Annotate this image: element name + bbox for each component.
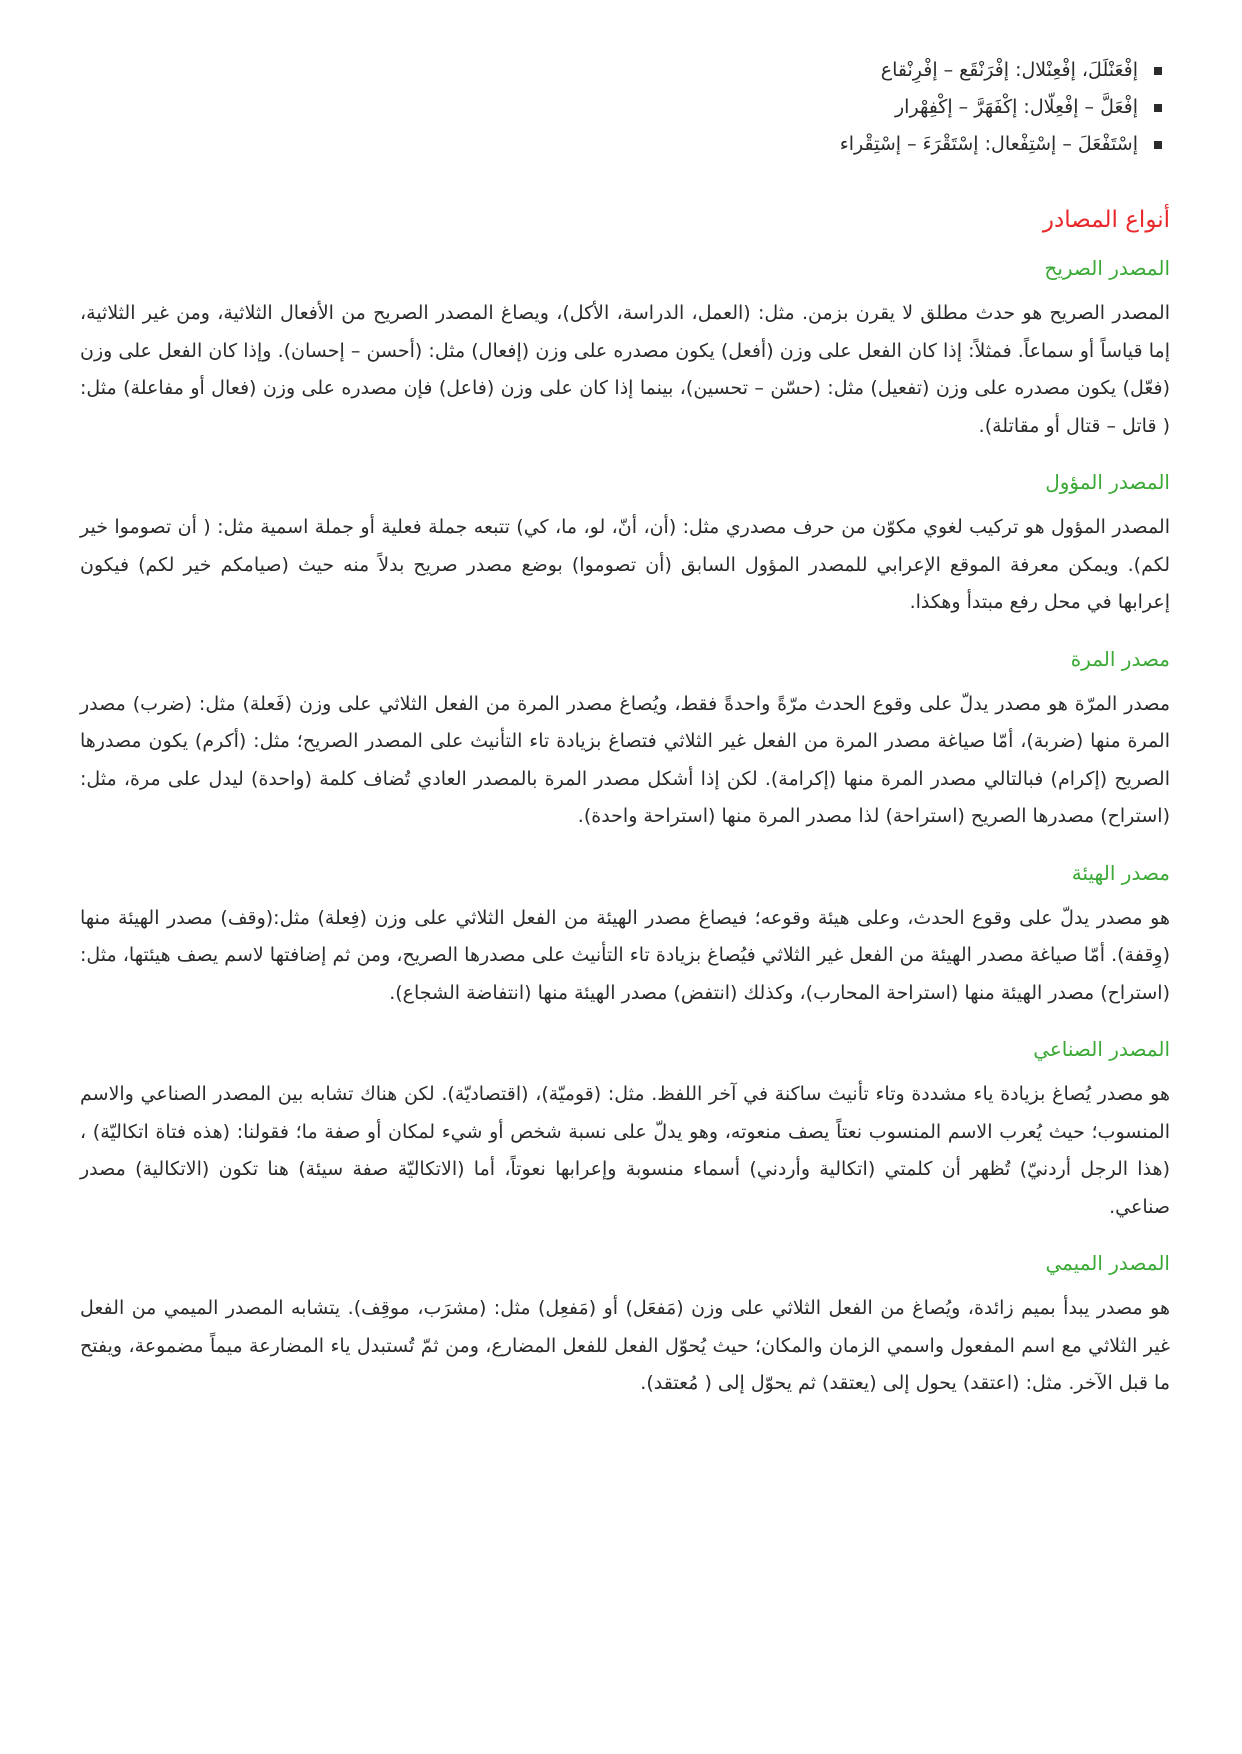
bullet-text: إسْتَفْعَلَ – إسْتِفْعال: إسْتَقْرَءَ – إسْتِقْراء — [839, 133, 1138, 155]
paragraph-mimi-masdar: هو مصدر يبدأ بميم زائدة، ويُصاغ من الفعل الثلاثي على وزن (مَفعَل) أو (مَفعِل) مثل: (مشرَب، موقِف). يتشابه المصدر الميمي من الفعل غير الثلاثي مع اسم المفعول واسمي الزمان والمكان؛ حيث يُحوّل الفعل للفعل المضارع، ومن ثمّ تُستبدل ياء المضارعة ميماً مضموعة، ويفتح ما قبل الآخر. مثل: (اعتقد) يحول إلى (يعتقد) ثم يحوّل إلى ( مُعتقد). — [80, 1297, 1170, 1394]
square-bullet-icon — [1154, 104, 1162, 112]
paragraph-industrial-masdar: هو مصدر يُصاغ بزيادة ياء مشددة وتاء تأنيث ساكنة في آخر اللفظ. مثل: (قوميّة)، (اقتصاديّة). لكن هناك تشابه بين المصدر الصناعي والاسم المنسوب؛ حيث يُعرب الاسم المنسوب نعتاً يصف منعوته، وهو يدلّ على نسبة شخص أو شيء لمكان أو صفة ما؛ فقولنا: (هذه فتاة اتكاليّة) ، (هذا الرجل أردنيّ) تُظهر أن كلمتي (اتكالية وأردني) أسماء منسوبة وإعرابها نعوتاً، أما (الاتكاليّة صفة سيئة) هنا تكون (الاتكالية) مصدر صناعي. — [80, 1083, 1170, 1218]
square-bullet-icon — [1154, 141, 1162, 149]
subheading-industrial-masdar: المصدر الصناعي — [1033, 1037, 1170, 1061]
bullet-item — [80, 89, 1158, 126]
document-page — [80, 52, 1170, 1403]
paragraph-instance-masdar: مصدر المرّة هو مصدر يدلّ على وقوع الحدث مرّةً واحدةً فقط، ويُصاغ مصدر المرة من الفعل الثلاثي على وزن (فَعلة) مثل: (ضرب) مصدر المرة منها (ضربة)، أمّا صياغة مصدر المرة من الفعل غير الثلاثي فتصاغ بزيادة تاء التأنيث على المصدر الصريح؛ مثل: (أكرم) يكون مصدرها الصريح (إكرام) فبالتالي مصدر المرة منها (إكرامة). لكن إذا أشكل مصدر المرة بالمصدر العادي تُضاف كلمة (واحدة) ليدل على مرة، مثل: (استراح) مصدرها الصريح (استراحة) لذا مصدر المرة منها (استراحة واحدة). — [80, 692, 1170, 827]
section-heading-masdar-types: أنواع المصادر — [1042, 207, 1170, 233]
square-bullet-icon — [1154, 67, 1162, 75]
subheading-manner-masdar: مصدر الهيئة — [1071, 860, 1170, 885]
subheading-interpreted-masdar: المصدر المؤول — [1045, 470, 1170, 494]
bullet-item — [80, 52, 1158, 89]
subheading-mimi-masdar: المصدر الميمي — [1045, 1251, 1170, 1275]
subheading-explicit-masdar: المصدر الصريح — [1044, 256, 1170, 280]
bullet-text: إفْعَلَّ – إفْعِلّال: إكْفَهَرَّ – إكْفِهْرار — [895, 96, 1138, 118]
pattern-bullet-list — [80, 52, 1170, 163]
bullet-item — [80, 126, 1158, 163]
bullet-text: إفْعَنْلَلَ، إفْعِنْلال: إفْرَنْقَع – إفْرِنْقاع — [880, 59, 1138, 81]
paragraph-interpreted-masdar: المصدر المؤول هو تركيب لغوي مكوّن من حرف مصدري مثل: (أن، أنّ، لو، ما، كي) تتبعه جملة فعلية أو جملة اسمية مثل: ( أن تصوموا خير لكم). ويمكن معرفة الموقع الإعرابي للمصدر المؤول السابق (أن تصوموا) بوضع مصدر صريح بدلاً منه حيث (صيامكم خير لكم) فيكون إعرابها في محل رفع مبتدأ وهكذا. — [80, 516, 1170, 613]
paragraph-explicit-masdar: المصدر الصريح هو حدث مطلق لا يقرن بزمن. مثل: (العمل، الدراسة، الأكل)، ويصاغ المصدر الصريح من الأفعال الثلاثية، ومن غير الثلاثية، إما قياساً أو سماعاً. فمثلاً: إذا كان الفعل على وزن (أفعل) يكون مصدره على وزن (إفعال) مثل: (أحسن – إحسان). وإذا كان الفعل على وزن (فعّل) يكون مصدره على وزن (تفعيل) مثل: (حسّن – تحسين)، بينما إذا كان على وزن (فاعل) فإن مصدره على وزن (فعال أو مفاعلة) مثل: ( قاتل – قتال أو مقاتلة). — [80, 302, 1170, 437]
subheading-instance-masdar: مصدر المرة — [1070, 646, 1170, 671]
paragraph-manner-masdar: هو مصدر يدلّ على وقوع الحدث، وعلى هيئة وقوعه؛ فيصاغ مصدر الهيئة من الفعل الثلاثي على وزن (فِعلة) مثل:(وقف) مصدر الهيئة منها (وِقفة). أمّا صياغة مصدر الهيئة من الفعل غير الثلاثي فيُصاغ بزيادة تاء التأنيث على مصدرها الصريح، ومن ثم إضافتها لاسم يصف هيئتها، مثل: (استراح) مصدر الهيئة منها (استراحة المحارب)، وكذلك (انتفض) مصدر الهيئة منها (انتفاضة الشجاع). — [80, 906, 1170, 1004]
